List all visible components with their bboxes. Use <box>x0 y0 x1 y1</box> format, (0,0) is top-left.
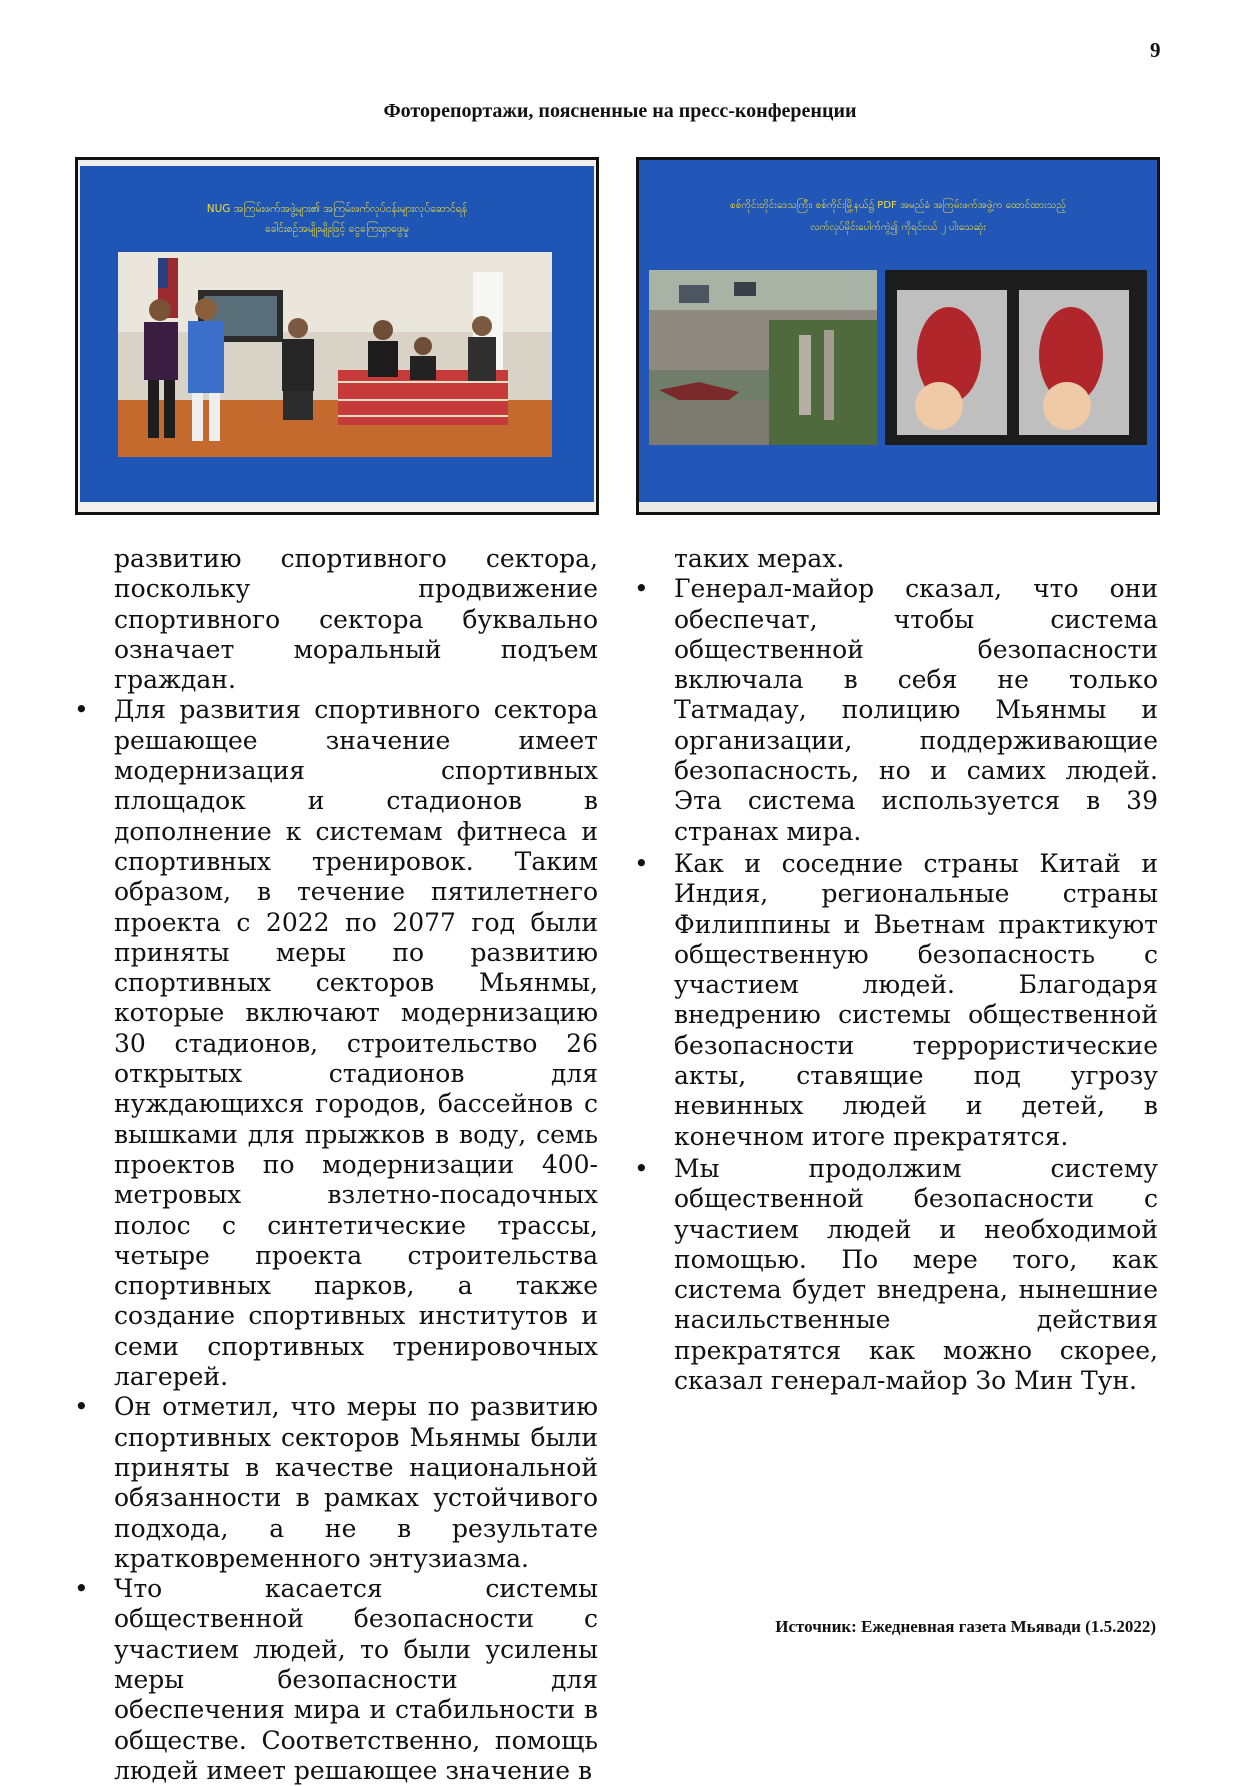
roadside-photo-image <box>649 270 877 445</box>
photo-right-caption-2: လက်လုပ်မိုင်းပေါက်ကွဲ၍ ကိုရင်ငယ် ၂ ပါးသေဆုံး <box>810 222 986 233</box>
left-intro-paragraph: развитию спортивного сектора, поскольку продвижение спортивного сектора буквально означает моральный подъем граждан. <box>114 544 598 695</box>
right-intro-paragraph: таких мерах. <box>674 544 845 573</box>
left-bullet-1: • Для развития спортивного сектора решающее значение имеет модернизация спортивных площадок и стадионов в дополнение к системам фитнеса и спортивных тренировок. Таким образом, в течение пятилетнего проекта с 2022 по 2077 год были приняты меры по развитию спортивных секторов Мьянмы, которые включают модернизацию 30 стадионов, строительство 26 открытых стадионов для нуждающихся городов, бассейнов с вышками для прыжков в воду, семь проектов по модернизации 400-метровых взлетно-посадочных полос с синтетические трассы, четыре проекта строительства спортивных парков, а также создание спортивных институтов и семи спортивных тренировочных лагерей. <box>114 695 598 1392</box>
right-bullet-1: • Генерал-майор сказал, что они обеспечат, чтобы система общественной безопасности включала в себя не только Татмадау, полицию Мьянмы и организации, поддерживающие безопасность, но и самих людей. Эта система используется в 39 странах мира. <box>674 574 1158 847</box>
source-credit: Источник: Ежедневная газета Мьявади (1.5.2022) <box>775 1617 1156 1636</box>
right-bullet-list <box>674 574 1158 1396</box>
photo-left-caption-2: ခေါင်းစဉ်အမျိုးမျိုးဖြင့် ငွေကြေးရှာဖွေမှု <box>265 223 409 235</box>
left-bullet-list <box>114 695 598 1786</box>
right-column <box>674 544 1158 1396</box>
left-bullet-2: • Он отметил, что меры по развитию спортивных секторов Мьянмы были приняты в качестве национальной обязанности в рамках устойчивого подхода, а не в результате кратковременного энтузиазма. <box>114 1392 598 1574</box>
photo-left <box>75 157 599 515</box>
group-photo-image <box>118 252 552 457</box>
left-bullet-3: • Что касается системы общественной безопасности с участием людей, то были усилены меры безопасности для обеспечения мира и стабильности в обществе. Соответственно, помощь людей имеет решающее значение в <box>114 1574 598 1786</box>
bodies-photo-image <box>885 270 1147 445</box>
photo-right <box>636 157 1160 515</box>
right-bullet-3: • Мы продолжим систему общественной безопасности с участием людей и необходимой помощью. По мере того, как система будет внедрена, нынешние насильственные действия прекратятся как можно скорее, сказал генерал-майор Зо Мин Тун. <box>674 1154 1158 1396</box>
photo-right-caption-1: စစ်ကိုင်းတိုင်းဒေသကြီး၊ စစ်ကိုင်းမြို့နယ်၌ PDF အမည်ခံ အကြမ်းဖက်အဖွဲ့က ထောင်ထားသည့် <box>730 200 1066 211</box>
page-number: 9 <box>1150 38 1161 62</box>
left-column <box>114 544 598 1786</box>
photo-left-caption-1: NUG အကြမ်းဖက်အဖွဲ့များ၏ အကြမ်းဖက်လုပ်ငန်းများလုပ်ဆောင်ရန် <box>206 203 468 215</box>
page-heading: Фоторепортажи, поясненные на пресс-конференции <box>383 100 857 122</box>
right-bullet-2: • Как и соседние страны Китай и Индия, региональные страны Филиппины и Вьетнам практикуют общественную безопасность с участием людей. Благодаря внедрению системы общественной безопасности террористические акты, ставящие под угрозу невинных людей и детей, в конечном итоге прекратятся. <box>674 849 1158 1152</box>
